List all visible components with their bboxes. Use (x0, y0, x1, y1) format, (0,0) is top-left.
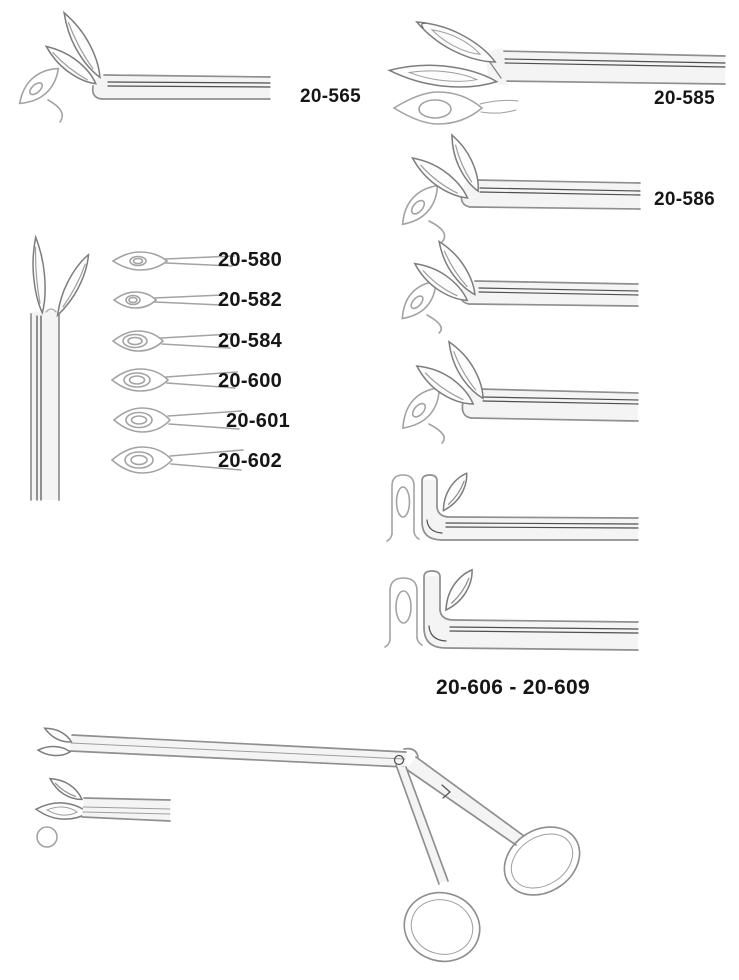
shaft (461, 180, 640, 209)
product-number-20-601: 20-601 (226, 410, 291, 432)
product-number-20-584: 20-584 (218, 330, 283, 352)
tip-profile (13, 61, 65, 122)
product-number-20-582: 20-582 (218, 289, 283, 311)
tip-jaws (38, 725, 73, 757)
product-number-20-600: 20-600 (218, 370, 283, 392)
forceps-variant-3-illustration (375, 238, 647, 334)
tip-profile-20-582 (114, 292, 223, 308)
retrograde-forceps-6-illustration (380, 562, 642, 674)
jaws (42, 9, 106, 89)
product-number-20-565: 20-565 (300, 86, 361, 107)
tip-profile-chart (96, 240, 208, 480)
forceps-20-565-illustration (8, 8, 298, 123)
tip-profile-20-584 (113, 331, 232, 351)
tip-profile-20-601 (114, 408, 241, 432)
tip-profile-20-580 (113, 252, 234, 270)
shaft (462, 389, 638, 421)
product-number-range-20-606-20-609: 20-606 - 20-609 (436, 676, 590, 699)
shaft (460, 281, 638, 306)
product-number-20-585: 20-585 (654, 88, 715, 109)
scale-reference-circle (37, 827, 57, 847)
jaw-upper (413, 14, 500, 70)
shaft (31, 308, 59, 500)
forceps-20-586-illustration (375, 128, 647, 246)
shaft (497, 51, 725, 84)
tip-detail (36, 774, 170, 821)
product-number-20-602: 20-602 (218, 450, 283, 472)
shaft (93, 75, 270, 99)
finger-ring-lower (396, 884, 488, 970)
jaw-lower (388, 60, 497, 91)
product-number-20-580: 20-580 (218, 249, 283, 271)
retrograde-forceps-5-illustration (380, 460, 642, 552)
ear-forceps-full-illustration (18, 713, 620, 965)
vertical-forceps-tip-illustration (18, 228, 108, 508)
tip-profile (385, 578, 422, 647)
main-shaft (70, 735, 406, 767)
tip-profile (395, 179, 445, 242)
product-number-20-586: 20-586 (654, 189, 715, 210)
jaw (438, 470, 472, 514)
tip-profile (394, 92, 518, 124)
jaw (440, 566, 478, 614)
tip-profile (387, 475, 419, 541)
forceps-20-585-illustration (375, 2, 733, 132)
jaws (30, 237, 94, 318)
forceps-variant-4-illustration (375, 340, 647, 444)
